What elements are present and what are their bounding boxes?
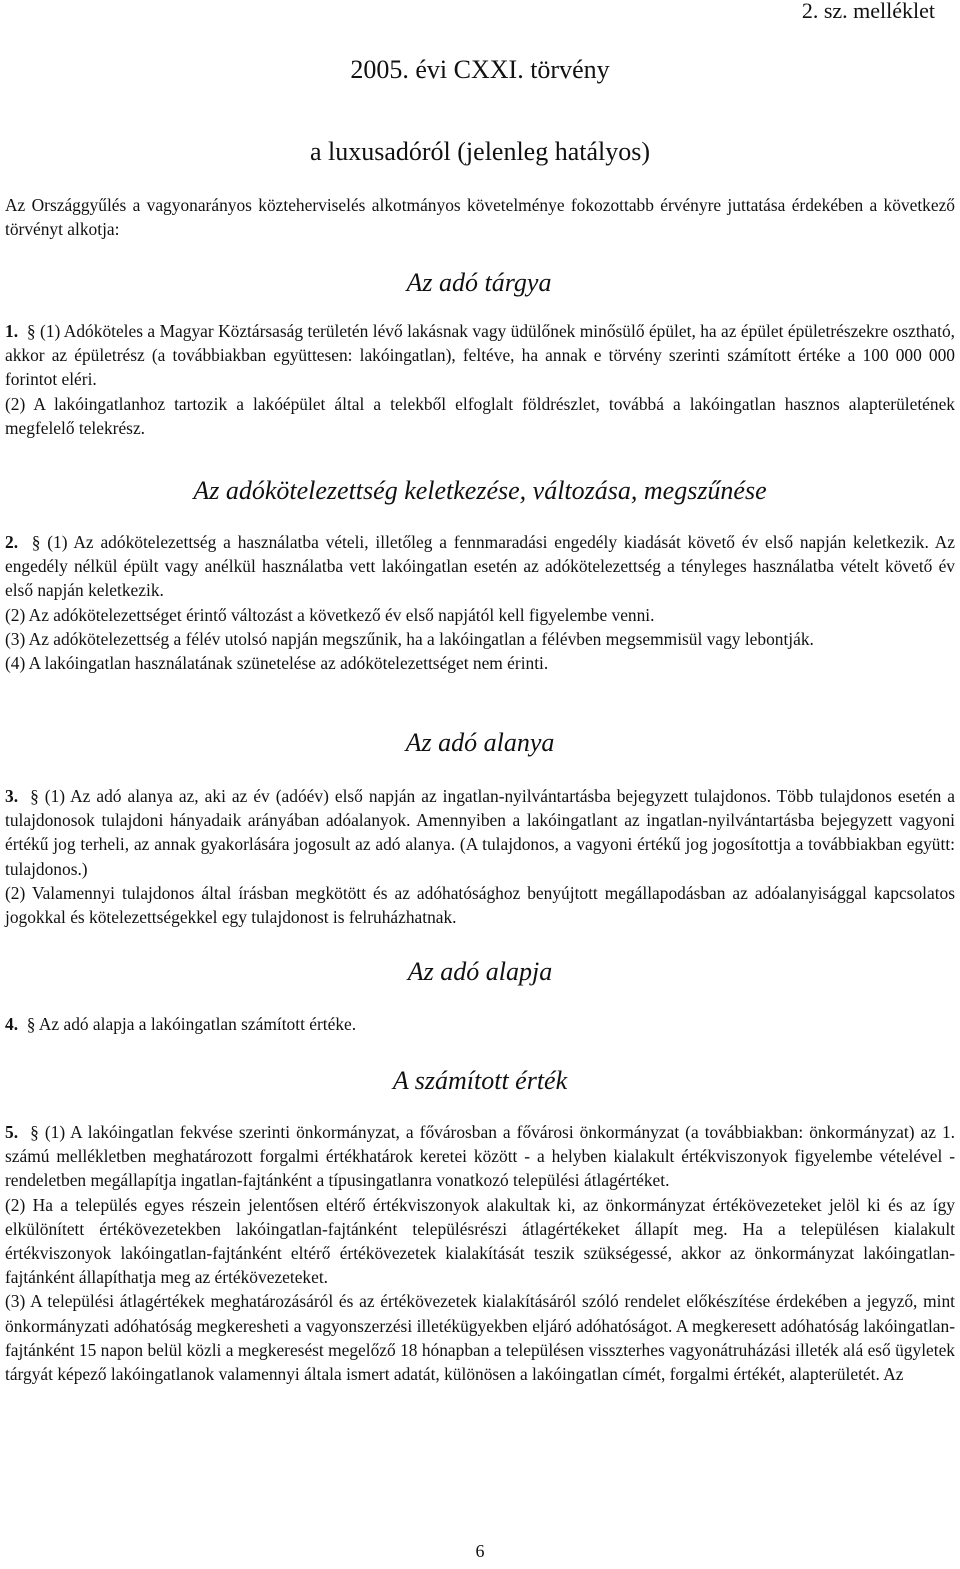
section-3-paragraph-2: (2) Valamennyi tulajdonos által írásban megkötött és az adóhatósághoz benyújtott megállapodásban az adóalanyisággal kapcsolatos jogokkal és kötelezettségekkel egy tulajdonost is felruházhatnak. [5, 882, 955, 928]
page-number: 6 [475, 1541, 485, 1561]
section-sign: § [26, 321, 36, 341]
preamble-text: Az Országgyűlés a vagyonarányos közteherviselés alkotmányos követelménye fokozottabb érvényre juttatása érdekében a következő törvényt alkotja: [5, 195, 955, 240]
section-2-body [5, 530, 955, 675]
law-subtitle: a luxusadóról (jelenleg hatályos) [309, 137, 651, 166]
section-3-text-1: (1) Az adó alanya az, aki az év (adóév) első napján az ingatlan-nyilvántartásba bejegyzett tulajdonos. Több tulajdonos esetén a tulajdonosok tulajdoni hányadaik arányában adóalanyok. Amennyiben a lakóingatlant az ingatlan-nyilvántartásba bejegyzett vagyoni értékű jog terheli, az annak gyakorlására jogosult az adó alanya. (A tulajdonos, a vagyoni értékű jog jogosítottja a továbbiakban együtt: tulajdonos.) [5, 786, 956, 879]
section-4-paragraph-1 [5, 1012, 955, 1036]
section-4-body [5, 1012, 955, 1036]
section-5-paragraph-1 [5, 1120, 955, 1193]
section-2-paragraph-2: (2) Az adókötelezettséget érintő változást a következő év első napjától kell figyelembe venni. [5, 604, 655, 625]
section-4-number: 4. [5, 1014, 19, 1034]
section-sign: § [30, 1122, 39, 1142]
annex-label: 2. sz. melléklet [801, 0, 935, 23]
section-1-paragraph-1 [5, 319, 955, 392]
section-heading-1: Az adó tárgya [406, 268, 552, 297]
section-3-number: 3. [5, 786, 19, 806]
section-5-text-1: (1) A lakóingatlan fekvése szerinti önkormányzat, a fővárosban a fővárosi önkormányzat (a továbbiakban: önkormányzat) az 1. számú mellékletben meghatározott forgalmi értékhatárok keretei között - a helyben kialakult értékviszonyok figyelembe vételével - rendeletben megállapítja ingatlan-fajtánként a típusingatlanra vonatkozó települési átlagértéket. [5, 1122, 956, 1191]
section-5-paragraph-3: (3) A települési átlagértékek meghatározásáról és az értékövezetek kialakításáról szóló rendelet előkészítése érdekében a jegyző, mint önkormányzati adóhatóság megkeresheti a vagyonszerzési illetékügyekben eljáró adóhatóságot. A megkeresett adóhatóság lakóingatlan-fajtánként 15 napon belül közli a megkeresést megelőző 18 hónapban a településen visszterhes vagyonátruházási illeték alá eső ügyletek tárgyát képező lakóingatlanok valamennyi általa ismert adatát, különösen a lakóingatlan címét, forgalmi értékét, alapterületét. Az [5, 1291, 955, 1385]
section-3-paragraph-1 [5, 784, 955, 881]
section-2-text-1: (1) Az adókötelezettség a használatba vételi, illetőleg a fennmaradási engedély kiadását követő év első napján keletkezik. Az engedély nélkül épült vagy anélkül használatba vett lakóingatlan esetén az adókötelezettség a tényleges használatba vételt követő év első napján keletkezik. [5, 532, 955, 601]
section-sign: § [30, 786, 39, 806]
section-sign: § [26, 1014, 36, 1034]
section-5-body [5, 1120, 955, 1386]
section-3-body [5, 784, 955, 929]
preamble [5, 193, 955, 241]
section-1-number: 1. [5, 321, 19, 341]
section-heading-2: Az adókötelezettség keletkezése, változása, megszűnése [193, 476, 767, 505]
section-heading-4: Az adó alapja [407, 957, 553, 986]
section-4-text-1: Az adó alapja a lakóingatlan számított értéke. [38, 1014, 357, 1034]
section-2-paragraph-3: (3) Az adókötelezettség a félév utolsó napján megszűnik, ha a lakóingatlan a félévben megsemmisül vagy lebontják. [5, 628, 814, 649]
section-5-paragraph-2: (2) Ha a település egyes részein jelentősen eltérő értékviszonyok alakultak ki, az önkormányzat értékövezeteket jelöl ki és az így elkülönített értékövezetekben lakóingatlan-fajtánként településrészi átlagértékeket állapít meg. Ha a településen kialakult értékviszonyok lakóingatlan-fajtánként eltérő értékövezetek kialakítását teszik szükségessé, akkor az önkormányzat lakóingatlan-fajtánként állapíthatja meg az értékövezeteket. [5, 1194, 955, 1288]
section-5-number: 5. [5, 1122, 19, 1142]
law-title: 2005. évi CXXI. törvény [350, 55, 610, 84]
section-2-paragraph-1 [5, 530, 955, 603]
section-heading-5: A számított érték [392, 1066, 568, 1095]
section-1-text-1: (1) Adóköteles a Magyar Köztársaság területén lévő lakásnak vagy üdülőnek minősülő épület, ha az épület épületrészekre osztható, akkor az épületrész (a továbbiakban együttesen: lakóingatlan), feltéve, ha annak e törvény szerinti számított értéke a 100 000 000 forintot eléri. [5, 321, 955, 390]
section-heading-3: Az adó alanya [405, 728, 555, 757]
section-2-number: 2. [5, 532, 19, 552]
section-sign: § [31, 532, 41, 552]
section-1-paragraph-2: (2) A lakóingatlanhoz tartozik a lakóépület által a telekből elfoglalt földrészlet, továbbá a lakóingatlan hasznos alapterületének megfelelő telekrész. [5, 393, 955, 438]
section-2-paragraph-4: (4) A lakóingatlan használatának szünetelése az adókötelezettséget nem érinti. [5, 653, 549, 674]
section-1-body [5, 319, 955, 440]
